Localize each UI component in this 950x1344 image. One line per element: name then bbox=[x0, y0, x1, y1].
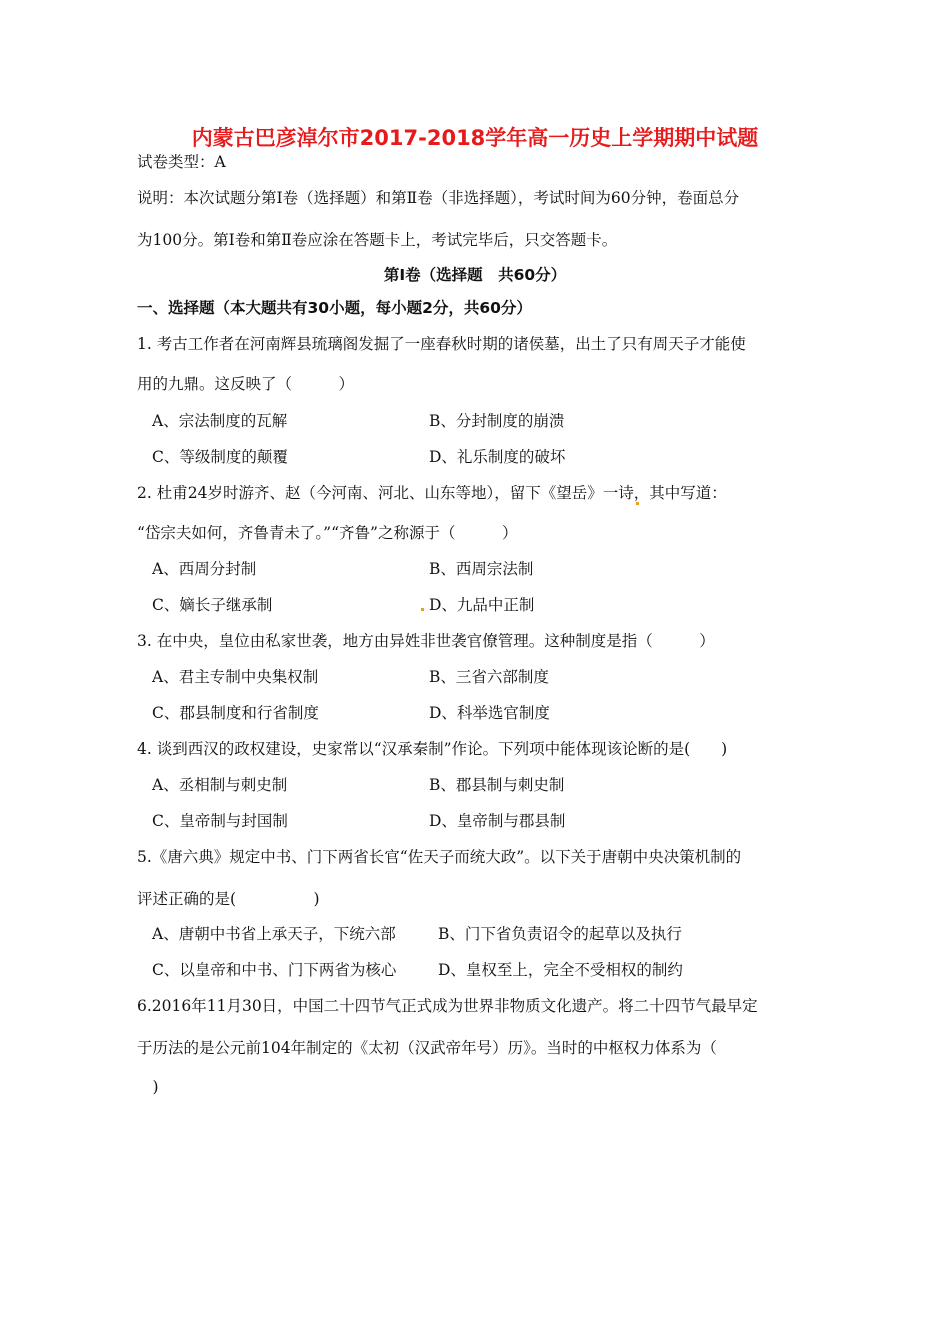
question-5-option-b: B、门下省负责诏令的起草以及执行 bbox=[438, 925, 682, 943]
question-3-stem-1: 3. 在中央，皇位由私家世袭，地方由异姓非世袭官僚管理。这种制度是指（ ） bbox=[137, 632, 715, 650]
section-title: 第Ⅰ卷（选择题 共60分） bbox=[383, 266, 567, 284]
question-4-stem-1: 4. 谈到西汉的政权建设，史家常以“汉承秦制”作论。下列项中能体现该论断的是( ) bbox=[137, 740, 728, 758]
question-4-option-b: B、郡县制与刺史制 bbox=[429, 776, 565, 794]
question-2-option-b: B、西周宗法制 bbox=[429, 560, 534, 578]
question-2-option-d: D、九品中正制 bbox=[429, 596, 535, 614]
question-5-option-c: C、以皇帝和中书、门下两省为核心 bbox=[152, 961, 397, 979]
mark-dot bbox=[421, 608, 424, 611]
question-2-stem-1: 2. 杜甫24岁时游齐、赵（今河南、河北、山东等地），留下《望岳》一诗，其中写道： bbox=[137, 484, 727, 502]
question-4-option-c: C、皇帝制与封国制 bbox=[152, 812, 288, 830]
mark-dot bbox=[636, 502, 639, 505]
question-5-stem-2: 评述正确的是( ) bbox=[137, 890, 320, 908]
question-1-option-b: B、分封制度的崩溃 bbox=[429, 412, 565, 430]
question-5-stem-1: 5.《唐六典》规定中书、门下两省长官“佐天子而统大政”。以下关于唐朝中央决策机制的 bbox=[137, 848, 742, 866]
question-5-option-d: D、皇权至上，完全不受相权的制约 bbox=[438, 961, 683, 979]
question-1-option-a: A、宗法制度的瓦解 bbox=[152, 412, 288, 430]
paper-type: 试卷类型：A bbox=[137, 153, 226, 171]
question-1-stem-1: 1. 考古工作者在河南辉县琉璃阁发掘了一座春秋时期的诸侯墓，出土了只有周天子才能使 bbox=[137, 335, 746, 353]
part-title: 一、选择题（本大题共有30小题，每小题2分，共60分） bbox=[137, 299, 532, 317]
instructions-line-2: 为100分。第Ⅰ卷和第Ⅱ卷应涂在答题卡上，考试完毕后，只交答题卡。 bbox=[137, 231, 618, 249]
question-2-stem-2: “岱宗夫如何，齐鲁青未了。”“齐鲁”之称源于（ ） bbox=[137, 524, 518, 542]
question-2-option-c: C、嫡长子继承制 bbox=[152, 596, 273, 614]
instructions-line-1: 说明：本次试题分第Ⅰ卷（选择题）和第Ⅱ卷（非选择题），考试时间为60分钟，卷面总分 bbox=[137, 189, 740, 207]
question-1-option-c: C、等级制度的颠覆 bbox=[152, 448, 288, 466]
question-6-stem-3: ) bbox=[137, 1078, 159, 1096]
question-5-option-a: A、唐朝中书省上承天子，下统六部 bbox=[152, 925, 396, 943]
question-6-stem-2: 于历法的是公元前104年制定的《太初（汉武帝年号）历》。当时的中枢权力体系为（ bbox=[137, 1039, 717, 1057]
question-4-option-a: A、丞相制与刺史制 bbox=[152, 776, 288, 794]
question-1-option-d: D、礼乐制度的破坏 bbox=[429, 448, 566, 466]
question-3-option-a: A、君主专制中央集权制 bbox=[152, 668, 319, 686]
question-4-option-d: D、皇帝制与郡县制 bbox=[429, 812, 566, 830]
question-3-option-c: C、郡县制度和行省制度 bbox=[152, 704, 319, 722]
question-2-option-a: A、西周分封制 bbox=[152, 560, 257, 578]
question-3-option-d: D、科举选官制度 bbox=[429, 704, 550, 722]
question-3-option-b: B、三省六部制度 bbox=[429, 668, 549, 686]
exam-title: 内蒙古巴彦淖尔市2017-2018学年高一历史上学期期中试题 bbox=[191, 126, 759, 150]
question-1-stem-2: 用的九鼎。这反映了（ ） bbox=[137, 375, 355, 393]
question-6-stem-1: 6.2016年11月30日，中国二十四节气正式成为世界非物质文化遗产。将二十四节气最早定 bbox=[137, 997, 758, 1015]
